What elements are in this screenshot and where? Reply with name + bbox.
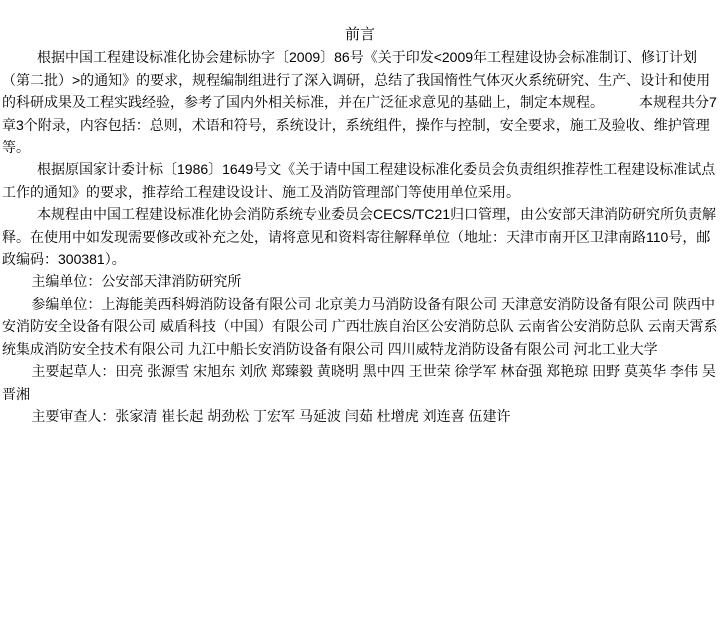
- document-page: [0, 24, 720, 427]
- paragraph-main-reviewers: 主要审查人：张家清 崔长起 胡劲松 丁宏军 马延波 闫茹 杜增虎 刘连喜 伍建许: [31, 407, 511, 424]
- paragraph-management: 本规程由中国工程建设标准化协会消防系统专业委员会CECS/TC21归口管理，由公安部天津消防研究所负责解释。在使用中如发现需要修改或补充之处，请将意见和资料寄往解释单位（地址：天津市南开区卫津南路110号，邮政编码：300381）。: [2, 206, 717, 268]
- paragraph-intro-basis: 根据中国工程建设标准化协会建标协字〔2009〕86号《关于印发<2009年工程建设协会标准制订、修订计划（第二批）>的通知》的要求，规程编制组进行了深入调研，总结了我国惰性气体灭火系统研究、生产、设计和使用的科研成果及工程实践经验，参考了国内外相关标准，并在广泛征求意见的基础上，制定本规程。 本规程共分7章3个附录，内容包括：总则，术语和符号，系统设计，系统组件，操作与控制，安全要求，施工及验收、维护管理等。: [2, 49, 717, 156]
- paragraph-participating-units: 参编单位：上海能美西科姆消防设备有限公司 北京美力马消防设备有限公司 天津意安消防设备有限公司 陕西中安消防安全设备有限公司 威盾科技（中国）有限公司 广西壮族自治区公安消防总队 云南省公安消防总队 云南天霄系统集成消防安全技术有限公司 九江中船长安消防设备有限公司 四川威特龙消防设备有限公司 河北工业大学: [2, 295, 718, 357]
- paragraph-chief-editor-unit: 主编单位：公安部天津消防研究所: [31, 273, 242, 290]
- page-title: 前言: [344, 26, 375, 43]
- paragraph-recommendation: 根据原国家计委计标〔1986〕1649号文《关于请中国工程建设标准化委员会负责组织推荐性工程建设标准试点工作的通知》的要求，推荐给工程建设设计、施工及消防管理部门等使用单位采用。: [2, 161, 716, 200]
- paragraph-main-drafters: 主要起草人：田亮 张源雪 宋旭东 刘欣 郑臻毅 黄晓明 黑中四 王世荣 徐学军 林奋强 郑艳琼 田野 莫英华 李伟 吴晋湘: [2, 363, 716, 402]
